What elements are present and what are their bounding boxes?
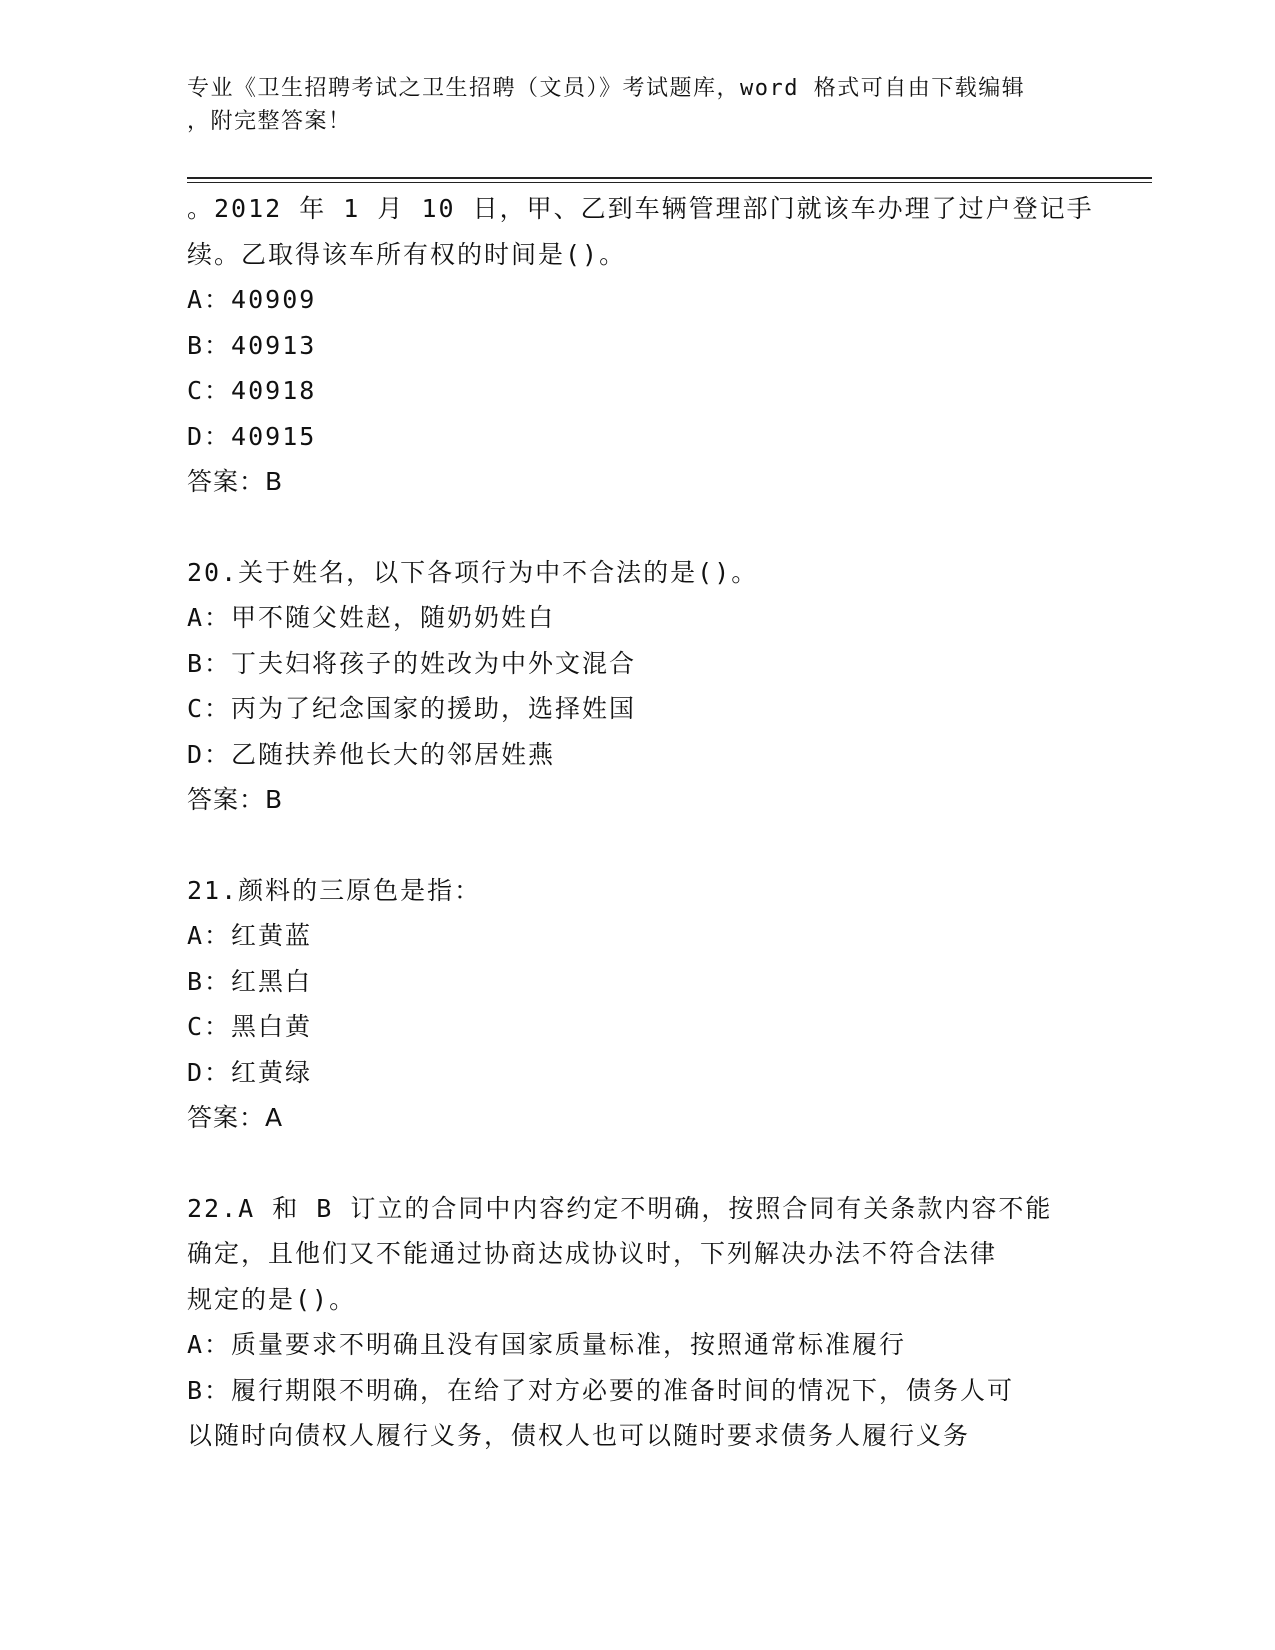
option-b-line: B：履行期限不明确，在给了对方必要的准备时间的情况下，债务人可 <box>187 1375 1015 1405</box>
option-c: C：40918 <box>187 376 317 405</box>
option-b: B：红黑白 <box>187 966 313 996</box>
option-b-line: 以随时向债权人履行义务，债权人也可以随时要求债务人履行义务 <box>187 1421 971 1450</box>
answer-label: 答案：B <box>187 785 284 814</box>
option-d: D：乙随扶养他长大的邻居姓燕 <box>187 739 556 769</box>
option-a: A：40909 <box>187 285 317 314</box>
spacer <box>187 823 1087 868</box>
option-d: D：40915 <box>187 421 317 451</box>
answer-label: 答案：B <box>187 467 284 496</box>
option-b: B：40913 <box>187 330 317 360</box>
option-c: C：丙为了纪念国家的援助，选择姓国 <box>187 694 637 723</box>
question-22 <box>187 1186 1087 1459</box>
header-line-1: 专业《卫生招聘考试之卫生招聘（文员）》考试题库，word 格式可自由下载编辑 <box>187 76 1026 101</box>
option-d: D：红黄绿 <box>187 1057 313 1087</box>
header-divider <box>187 177 1152 183</box>
option-a: A：质量要求不明确且没有国家质量标准，按照通常标准履行 <box>187 1330 907 1359</box>
question-stem-line: 续。乙取得该车所有权的时间是()。 <box>187 239 627 269</box>
option-c: C：黑白黄 <box>187 1012 313 1041</box>
option-a: A：甲不随父姓赵，随奶奶姓白 <box>187 603 556 632</box>
option-b: B：丁夫妇将孩子的姓改为中外文混合 <box>187 648 637 678</box>
answer-label: 答案：A <box>187 1103 284 1132</box>
question-19 <box>187 186 1094 505</box>
question-stem: 21.颜料的三原色是指： <box>187 875 482 905</box>
question-21 <box>187 868 1087 1141</box>
option-a: A：红黄蓝 <box>187 921 313 950</box>
spacer <box>187 505 1087 550</box>
question-stem-line: 规定的是()。 <box>187 1284 357 1314</box>
question-stem-line: 。2012 年 1 月 10 日，甲、乙到车辆管理部门就该车办理了过户登记手 <box>187 194 1094 223</box>
question-20 <box>187 550 1087 823</box>
header-line-2: ，附完整答案！ <box>187 109 352 134</box>
question-list <box>187 186 1094 1459</box>
question-stem-line: 22.A 和 B 订立的合同中内容约定不明确，按照合同有关条款内容不能 <box>187 1193 1053 1223</box>
spacer <box>187 1141 1087 1186</box>
document-header <box>187 72 1067 138</box>
question-stem-line: 确定，且他们又不能通过协商达成协议时，下列解决办法不符合法律 <box>187 1239 998 1268</box>
question-stem: 20.关于姓名，以下各项行为中不合法的是()。 <box>187 557 759 587</box>
